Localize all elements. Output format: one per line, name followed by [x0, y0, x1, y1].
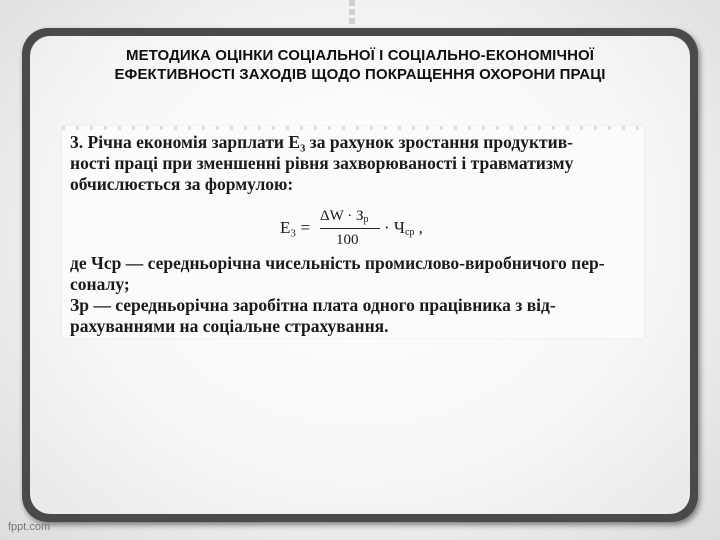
slide-frame — [22, 28, 698, 522]
scan-line-2: ності праці при зменшенні рівня захворюваності і травматизму — [70, 153, 574, 173]
top-hanger — [346, 0, 358, 26]
formula-rhs: · $Ч_{ср}$ , — [384, 218, 423, 238]
scanned-text-image — [62, 126, 644, 338]
watermark: fppt.com — [8, 521, 51, 533]
scan-line-7: рахуваннями на соціальне страхування. — [70, 316, 389, 336]
slide-title-line-2: ЕФЕКТИВНОСТІ ЗАХОДІВ ЩОДО ПОКРАЩЕННЯ ОХОРОНИ ПРАЦІ — [114, 66, 606, 83]
scan-line-5: соналу; — [70, 274, 130, 294]
scan-line-3: обчислюється за формулою: — [70, 174, 294, 194]
formula-fraction-line — [320, 228, 380, 229]
scan-line-4: де Чср — середньорічна чисельність промислово-виробничого пер- — [70, 253, 605, 273]
formula — [280, 206, 430, 250]
formula-lhs: Е₃ = — [280, 218, 311, 237]
scan-artifact-top — [62, 126, 644, 130]
slide-title-line-1: МЕТОДИКА ОЦІНКИ СОЦІАЛЬНОЇ І СОЦІАЛЬНО-ЕКОНОМІЧНОЇ — [125, 47, 595, 64]
formula-numerator: $\Delta W \cdot З_р$ — [320, 208, 369, 225]
slide-canvas — [30, 36, 690, 514]
scan-line-1: 3. Річна економія зарплати Е₃ за рахунок зростання продуктив- — [70, 132, 574, 152]
scan-line-6: Зр — середньорічна заробітна плата одного працівника з від- — [70, 295, 556, 315]
slide-title — [40, 46, 680, 84]
formula-denominator: 100 — [336, 232, 359, 248]
